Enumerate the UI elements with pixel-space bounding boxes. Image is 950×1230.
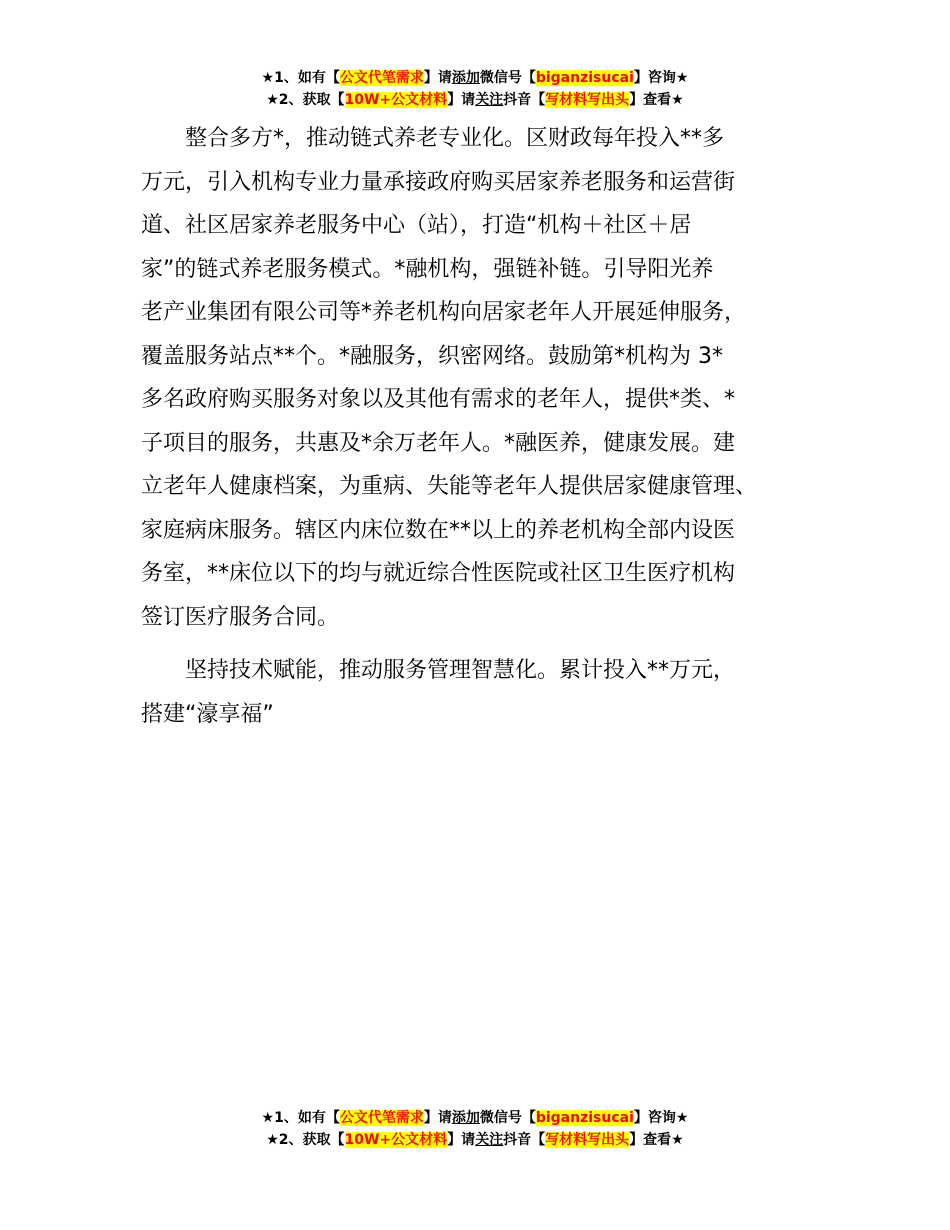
header-banner [0,67,950,111]
paragraph-line: 子项目的服务，共惠及*余万老年人。*融医养，健康发展。建 [141,430,736,456]
header-banner-line-1 [0,67,950,89]
banner-text: 微信号【 [479,70,536,86]
paragraph-line: 万元，引入机构专业力量承接政府购买居家养老服务和运营街 [141,169,736,195]
banner-text: 】请 [447,92,476,108]
banner-text: 】请 [423,70,452,86]
banner-text: 】请 [423,1110,452,1126]
banner-text: 】查看★ [629,1132,684,1148]
paragraph-line: 家庭病床服务。辖区内床位数在**以上的养老机构全部内设医 [141,517,736,543]
banner-highlight: biganzisucai [535,1110,634,1126]
paragraph-line: 家”的链式养老服务模式。*融机构，强链补链。引导阳光养 [141,256,714,282]
banner-underline: 关注 [475,92,504,108]
paragraph-line: 覆盖服务站点**个。*融服务，织密网络。鼓励第*机构为 3* [141,343,723,369]
banner-text: 】查看★ [629,92,684,108]
footer-banner [0,1107,950,1151]
banner-text: 抖音【 [503,92,546,108]
banner-text: ★2、获取【 [266,92,345,108]
paragraph-line: 立老年人健康档案，为重病、失能等老年人提供居家健康管理、 [141,474,758,499]
banner-highlight: 10W+公文材料 [344,92,448,108]
banner-highlight: 公文代笔需求 [339,1110,424,1126]
banner-highlight: biganzisucai [535,70,634,86]
footer-banner-line-1 [0,1107,950,1129]
paragraph-line: 整合多方*，推动链式养老专业化。区财政每年投入**多 [141,126,725,151]
paragraph-line: 搭建“濠享福” [141,701,274,727]
banner-text: 】咨询★ [633,70,689,86]
paragraph-line: 务室，**床位以下的均与就近综合性医院或社区卫生医疗机构 [141,561,736,586]
banner-text: ★1、如有【 [261,70,340,86]
paragraph-line: 多名政府购买服务对象以及其他有需求的老年人，提供*类、* [141,387,736,412]
banner-highlight: 写材料写出头 [545,92,630,108]
banner-highlight: 公文代笔需求 [339,70,424,86]
banner-highlight: 10W+公文材料 [344,1132,448,1148]
footer-banner-line-2 [0,1129,950,1151]
body-paragraph-1 [141,117,837,639]
banner-text: ★2、获取【 [266,1132,345,1148]
banner-text: 】咨询★ [633,1110,689,1126]
banner-text: 微信号【 [479,1110,536,1126]
banner-underline: 添加 [451,70,480,86]
paragraph-line: 坚持技术赋能，推动服务管理智慧化。累计投入**万元， [141,658,736,683]
banner-underline: 关注 [475,1132,504,1148]
banner-underline: 添加 [451,1110,480,1126]
banner-text: 】请 [447,1132,476,1148]
paragraph-line: 老产业集团有限公司等*养老机构向居家老年人开展延伸服务， [141,300,747,325]
header-banner-line-2 [0,89,950,111]
banner-text: 抖音【 [503,1132,546,1148]
banner-highlight: 写材料写出头 [545,1132,630,1148]
banner-text: ★1、如有【 [261,1110,340,1126]
paragraph-line: 道、社区居家养老服务中心（站），打造“机构＋社区＋居 [141,213,692,238]
body-paragraph-2 [141,649,837,736]
paragraph-line: 签订医疗服务合同。 [141,604,340,630]
